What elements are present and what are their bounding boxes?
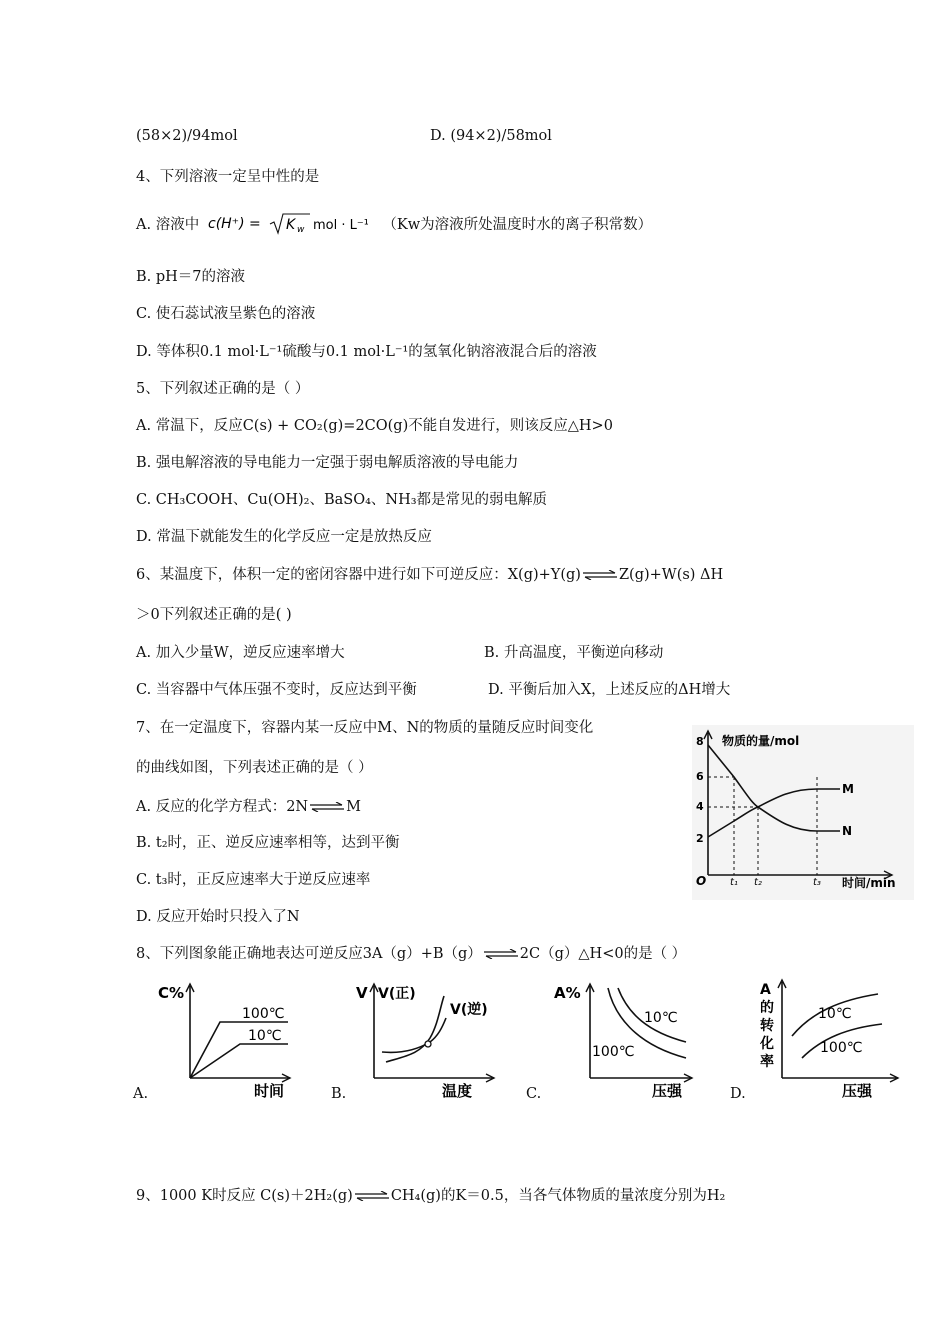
q7-ytick-2: 2: [696, 832, 704, 845]
q7-option-c: C. t₃时，正反应速率大于逆反应速率: [136, 872, 371, 888]
question-8: [136, 942, 686, 963]
q7-series-m: M: [842, 782, 854, 796]
q5-option-c: C. CH₃COOH、Cu(OH)₂、BaSO₄、NH₃都是常见的弱电解质: [136, 492, 548, 508]
q7-xtick-t2: t₂: [754, 877, 762, 888]
q7-option-a-pre: A. 反应的化学方程式：2N: [136, 799, 309, 815]
q8d-ylabel-4: 化: [760, 1036, 774, 1052]
q4-option-b: B. pH＝7的溶液: [136, 269, 246, 285]
q7-xtick-t1: t₁: [730, 877, 738, 888]
q6-text-pre: 6、某温度下，体积一定的密闭容器中进行如下可逆反应：X(g)+Y(g): [136, 567, 581, 583]
q8-graph-c: [550, 978, 700, 1102]
q8d-xlabel: 压强: [842, 1082, 873, 1100]
q8a-xlabel: 时间: [254, 1082, 285, 1100]
q7-option-b: B. t₂时，正、逆反应速率相等，达到平衡: [136, 835, 400, 851]
q8-option-a-label: A.: [133, 1086, 149, 1102]
q8-graph-b: [354, 978, 504, 1102]
q8d-curve-100: 100℃: [820, 1040, 863, 1056]
q8c-xlabel: 压强: [652, 1082, 683, 1100]
q8b-curve-reverse: V(逆): [450, 1002, 488, 1018]
q7-option-a-post: M: [346, 799, 361, 815]
q8d-curve-10: 10℃: [818, 1006, 852, 1022]
q8b-curve-forward: V(正): [378, 986, 416, 1002]
equilibrium-arrow-icon: [583, 570, 617, 580]
q6-option-d: D. 平衡后加入X，上述反应的ΔH增大: [488, 682, 731, 698]
kw-formula: [208, 210, 368, 240]
question-9: [136, 1184, 725, 1205]
q8d-ylabel-2: 的: [760, 1000, 774, 1016]
q7-xlabel: 时间/min: [842, 876, 896, 890]
q8-option-c-label: C.: [526, 1086, 542, 1102]
q7-ytick-8: 8: [696, 735, 704, 748]
q7-series-n: N: [842, 824, 853, 838]
question-4: 4、下列溶液一定呈中性的是: [136, 169, 320, 185]
q8b-xlabel: 温度: [442, 1082, 473, 1100]
q7-graph: [692, 725, 914, 900]
q8a-curve-100: 100℃: [242, 1006, 285, 1022]
q6-option-a: A. 加入少量W，逆反应速率增大: [136, 645, 345, 661]
q8b-ylabel: V: [356, 984, 368, 1002]
formula-unit: mol · L⁻¹: [312, 218, 368, 233]
q8c-ylabel: A%: [554, 984, 581, 1002]
q8d-ylabel-1: A: [760, 982, 771, 998]
q6-option-b: B. 升高温度，平衡逆向移动: [484, 645, 664, 661]
q4-option-a-note: （Kw为溶液所处温度时水的离子积常数）: [382, 217, 653, 233]
formula-w: w: [296, 225, 305, 235]
equilibrium-arrow-icon: [310, 802, 344, 812]
question-6: [136, 563, 723, 584]
q8c-curve-10: 10℃: [644, 1010, 678, 1026]
question-6-line2: ＞0下列叙述正确的是( ): [136, 607, 292, 623]
q6-text-post: Z(g)+W(s) ΔH: [618, 567, 724, 583]
q5-option-d: D. 常温下就能发生的化学反应一定是放热反应: [136, 529, 432, 545]
q7-option-a: [136, 795, 361, 816]
formula-c: c(H⁺) =: [207, 216, 261, 232]
q4-option-c: C. 使石蕊试液呈紫色的溶液: [136, 306, 316, 322]
q7-origin: O: [696, 874, 707, 888]
q8-graph-d: [756, 972, 906, 1102]
q8-option-b-label: B.: [331, 1086, 347, 1102]
q8a-curve-10: 10℃: [248, 1028, 282, 1044]
q8d-ylabel-5: 率: [760, 1054, 774, 1070]
q5-option-a: A. 常温下，反应C(s) + CO₂(g)=2CO(g)不能自发进行，则该反应△H>0: [136, 418, 613, 434]
q8-option-d-label: D.: [730, 1086, 746, 1102]
equilibrium-arrow-icon: [484, 949, 518, 959]
option-d-prev: D. (94×2)/58mol: [430, 128, 552, 144]
q9-text-post: CH₄(g)的K＝0.5，当各气体物质的量浓度分别为H₂: [390, 1188, 726, 1204]
question-5: 5、下列叙述正确的是（ ）: [136, 381, 310, 397]
q9-text-pre: 9、1000 K时反应 C(s)＋2H₂(g): [136, 1188, 353, 1204]
q7-ytick-6: 6: [696, 770, 704, 783]
formula-k: K: [285, 217, 295, 233]
q8d-ylabel-3: 转: [760, 1018, 774, 1034]
question-7: 7、在一定温度下，容器内某一反应中M、N的物质的量随反应时间变化: [136, 720, 594, 736]
option-c-prev: (58×2)/94mol: [136, 128, 238, 144]
equilibrium-arrow-icon: [355, 1191, 389, 1201]
q4-option-d: D. 等体积0.1 mol·L⁻¹硫酸与0.1 mol·L⁻¹的氢氧化钠溶液混合后的溶液: [136, 344, 597, 360]
q8c-curve-100: 100℃: [592, 1044, 635, 1060]
q4-option-a: [136, 210, 652, 240]
q7-xtick-t3: t₃: [813, 877, 821, 888]
q7-ytick-4: 4: [696, 800, 704, 813]
question-7-line2: 的曲线如图，下列表述正确的是（ ）: [136, 760, 373, 776]
q8a-ylabel: C%: [158, 984, 185, 1002]
q8-graph-a: [150, 978, 300, 1102]
q8-text-pre: 8、下列图象能正确地表达可逆反应3A（g）+B（g）: [136, 946, 482, 962]
q5-option-b: B. 强电解溶液的导电能力一定强于弱电解质溶液的导电能力: [136, 455, 519, 471]
q6-option-c: C. 当容器中气体压强不变时，反应达到平衡: [136, 682, 417, 698]
q4-option-a-text: A. 溶液中: [136, 217, 200, 233]
q8-text-post: 2C（g）△H<0的是（ ）: [519, 946, 687, 962]
q7-ylabel: 物质的量/mol: [722, 734, 800, 748]
q7-option-d: D. 反应开始时只投入了N: [136, 909, 300, 925]
